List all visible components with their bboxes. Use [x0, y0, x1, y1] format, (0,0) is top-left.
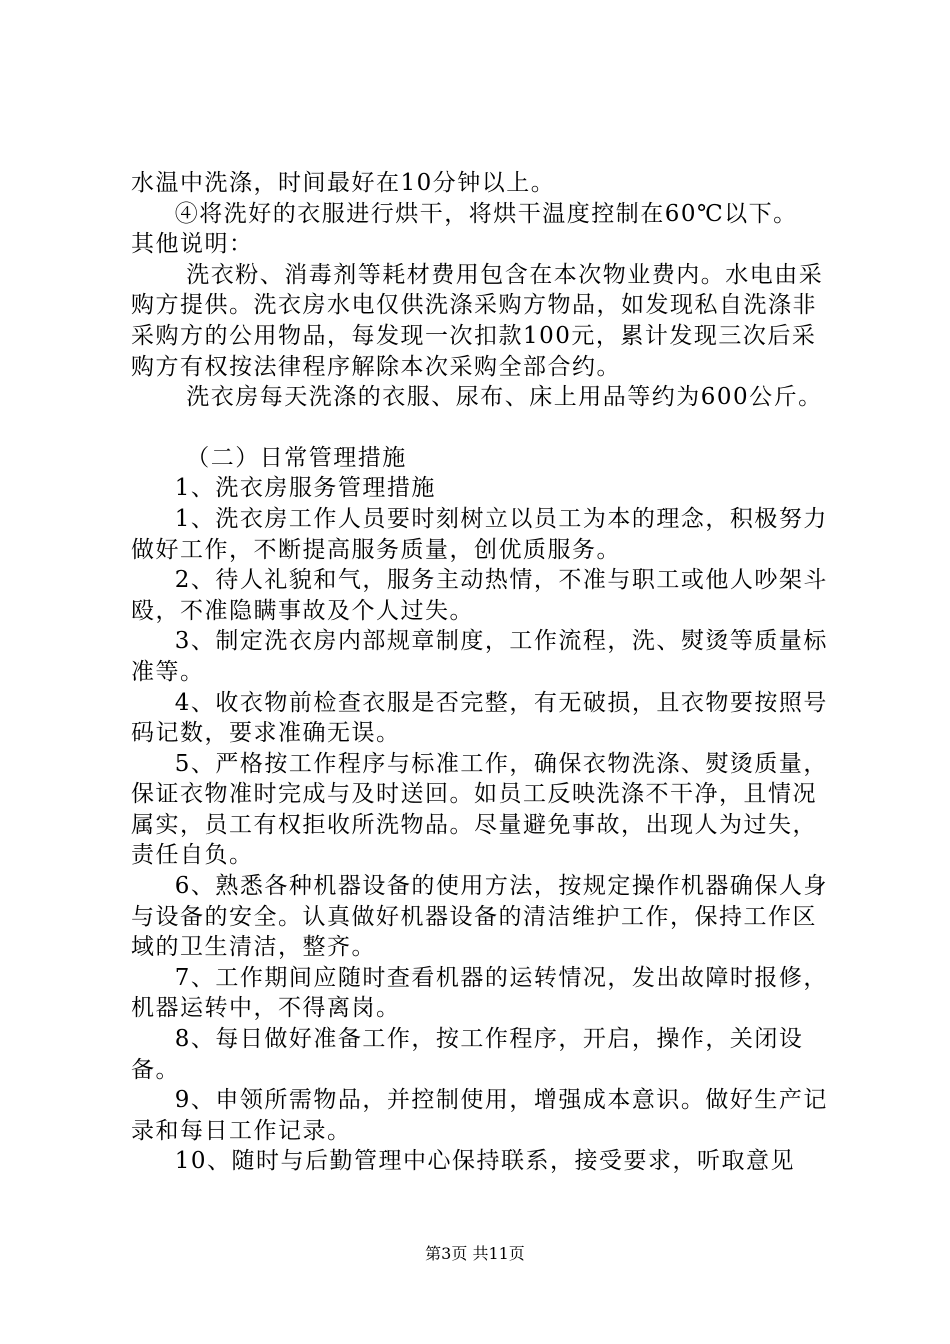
heading-other-notes: 其他说明： [131, 231, 254, 258]
document-body [131, 168, 831, 1177]
section-heading-daily-management: （二）日常管理措施 [186, 444, 407, 471]
list-item-8: 8、每日做好准备工作，按工作程序，开启，操作，关闭设备。 [131, 1026, 804, 1083]
list-item-9: 9、申领所需物品，并控制使用，增强成本意识。做好生产记录和每日工作记录。 [131, 1087, 828, 1144]
list-item-2: 2、待人礼貌和气，服务主动热情，不准与职工或他人吵架斗殴，不准隐瞒事故及个人过失。 [131, 567, 828, 624]
list-item-7: 7、工作期间应随时查看机器的运转情况，发出故障时报修，机器运转中，不得离岗。 [131, 964, 828, 1022]
page-footer: 第3页 共11页 [425, 1244, 525, 1263]
paragraph-dry-step: ④将洗好的衣服进行烘干，将烘干温度控制在60℃以下。 [174, 200, 798, 227]
subheading-laundry-service: 1、洗衣房服务管理措施 [174, 475, 436, 502]
list-item-5: 5、严格按工作程序与标准工作，确保衣物洗涤、熨烫质量，保证衣物准时完成与及时送回。如员工反映洗涤不干净，且情况属实，员工有权拒收所洗物品。尽量避免事故，出现人为过失，责任自负。 [131, 750, 828, 869]
list-item-4: 4、收衣物前检查衣服是否完整，有无破损，且衣物要按照号码记数，要求准确无误。 [131, 689, 828, 747]
list-item-1: 1、洗衣房工作人员要时刻树立以员工为本的理念，积极努力做好工作，不断提高服务质量，创优质服务。 [131, 505, 828, 563]
list-item-3: 3、制定洗衣房内部规章制度，工作流程，洗、熨烫等质量标准等。 [131, 628, 828, 685]
list-item-6: 6、熟悉各种机器设备的使用方法，按规定操作机器确保人身与设备的安全。认真做好机器设备的清洁维护工作，保持工作区域的卫生清洁，整齐。 [131, 873, 828, 961]
paragraph-daily-volume: 洗衣房每天洗涤的衣服、尿布、床上用品等约为600公斤。 [186, 384, 823, 411]
list-item-10: 10、随时与后勤管理中心保持联系，接受要求，听取意见 [174, 1148, 795, 1175]
paragraph-consumables: 洗衣粉、消毒剂等耗材费用包含在本次物业费内。水电由采购方提供。洗衣房水电仅供洗涤采购方物品，如发现私自洗涤非采购方的公用物品，每发现一次扣款100元，累计发现三次后采购方有权按法律程序解除本次采购全部合约。 [131, 261, 824, 380]
paragraph-wash-temp: 水温中洗涤，时间最好在10分钟以上。 [131, 170, 556, 196]
section-gap [131, 413, 831, 443]
